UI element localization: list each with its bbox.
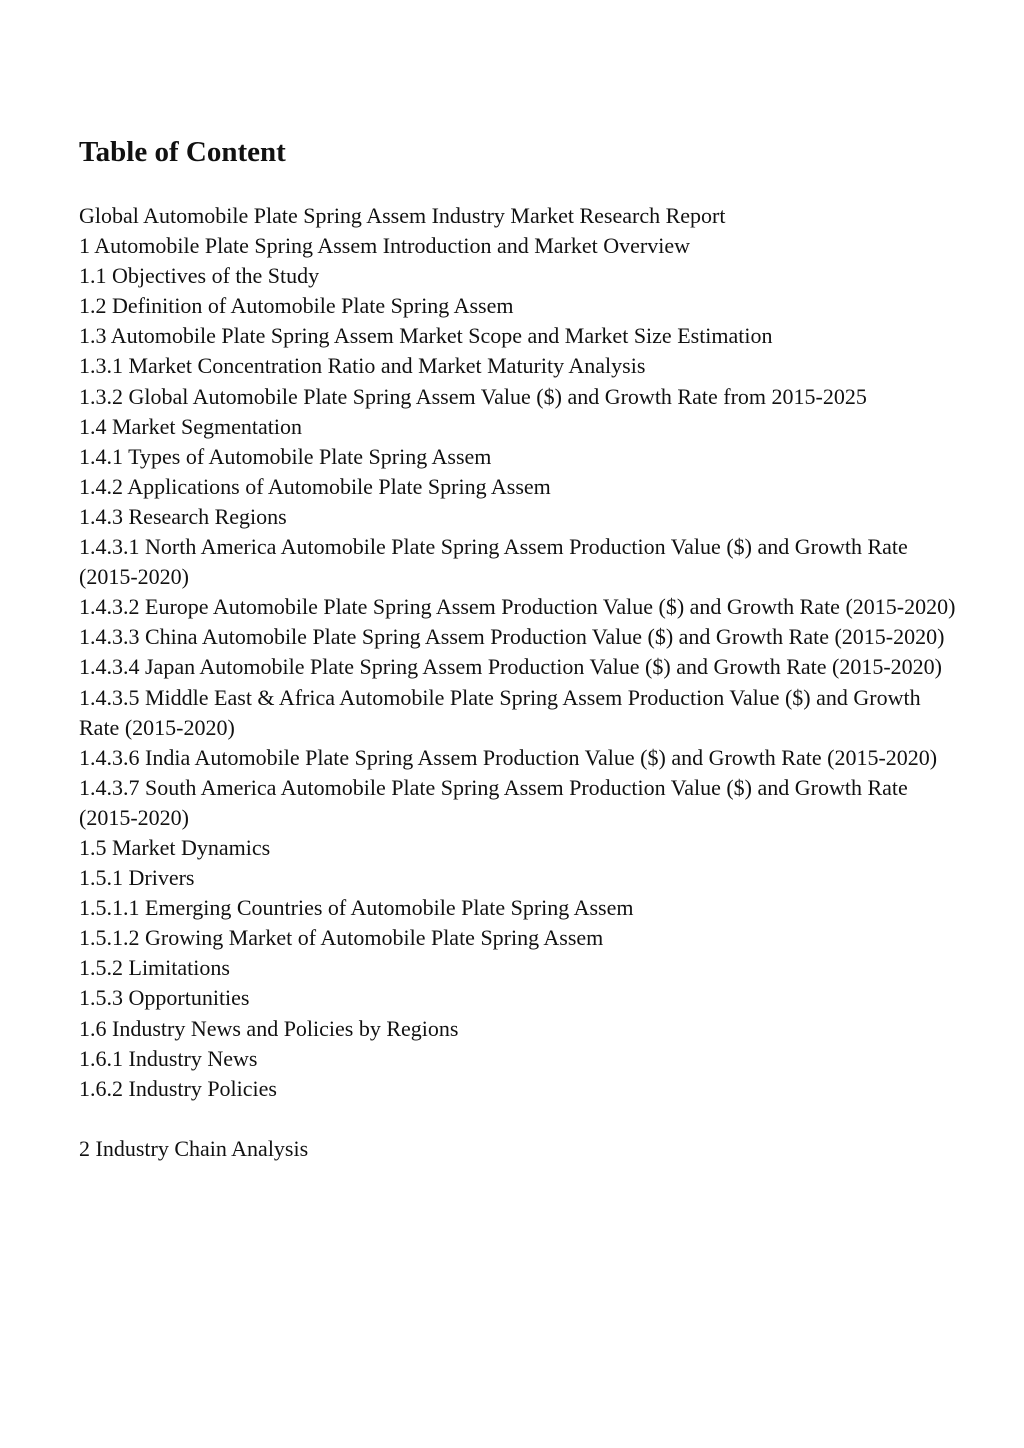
- toc-entry: 1.2 Definition of Automobile Plate Spring Assem: [79, 293, 514, 319]
- toc-entry: 1 Automobile Plate Spring Assem Introduction and Market Overview: [79, 233, 691, 259]
- toc-entry: 1.4.3.7 South America Automobile Plate Spring Assem Production Value ($) and Growth Rate (2015-2020): [79, 774, 908, 830]
- toc-entry: 1.3 Automobile Plate Spring Assem Market Scope and Market Size Estimation: [79, 323, 773, 349]
- toc-entry: 1.4.1 Types of Automobile Plate Spring Assem: [79, 443, 492, 469]
- toc-entry: 1.3.2 Global Automobile Plate Spring Assem Value ($) and Growth Rate from 2015-2025: [79, 383, 867, 409]
- toc-entry: 1.3.1 Market Concentration Ratio and Market Maturity Analysis: [79, 353, 646, 379]
- toc-entry: 1.4.3.3 China Automobile Plate Spring Assem Production Value ($) and Growth Rate (2015-2020): [79, 624, 945, 650]
- toc-entry: 1.6.2 Industry Policies: [79, 1075, 277, 1101]
- toc-entry: 1.5.3 Opportunities: [79, 985, 250, 1011]
- toc-entry: 1.4 Market Segmentation: [79, 413, 303, 439]
- page-title: Table of Content: [79, 136, 286, 168]
- toc-entry: 1.4.3 Research Regions: [79, 503, 287, 529]
- toc-chapter-heading: 2 Industry Chain Analysis: [79, 1135, 309, 1161]
- toc-entry: Global Automobile Plate Spring Assem Industry Market Research Report: [79, 203, 726, 228]
- toc-entry: 1.5.1 Drivers: [79, 865, 195, 891]
- toc-entry: 1.5.1.2 Growing Market of Automobile Plate Spring Assem: [79, 925, 604, 951]
- toc-entry: 1.6.1 Industry News: [79, 1045, 258, 1071]
- toc-entry: 1.5.1.1 Emerging Countries of Automobile Plate Spring Assem: [79, 895, 634, 921]
- toc-entry: 1.4.3.1 North America Automobile Plate Spring Assem Production Value ($) and Growth Rate (2015-2020): [79, 534, 908, 590]
- toc-entry: 1.5 Market Dynamics: [79, 834, 271, 860]
- toc-entry: 1.6 Industry News and Policies by Regions: [79, 1015, 459, 1041]
- toc-entry: 1.5.2 Limitations: [79, 955, 230, 981]
- toc-entry: 1.4.3.2 Europe Automobile Plate Spring Assem Production Value ($) and Growth Rate (2015-2020): [79, 594, 956, 620]
- toc-list: [79, 201, 959, 1164]
- toc-entry: 1.4.2 Applications of Automobile Plate Spring Assem: [79, 473, 551, 499]
- toc-entry: 1.4.3.5 Middle East & Africa Automobile Plate Spring Assem Production Value ($) and Growth Rate (2015-2020): [79, 684, 921, 740]
- toc-entry: 1.4.3.6 India Automobile Plate Spring Assem Production Value ($) and Growth Rate (2015-2020): [79, 744, 938, 770]
- toc-entry: 1.4.3.4 Japan Automobile Plate Spring Assem Production Value ($) and Growth Rate (2015-2020): [79, 654, 942, 680]
- toc-entry: 1.1 Objectives of the Study: [79, 263, 320, 289]
